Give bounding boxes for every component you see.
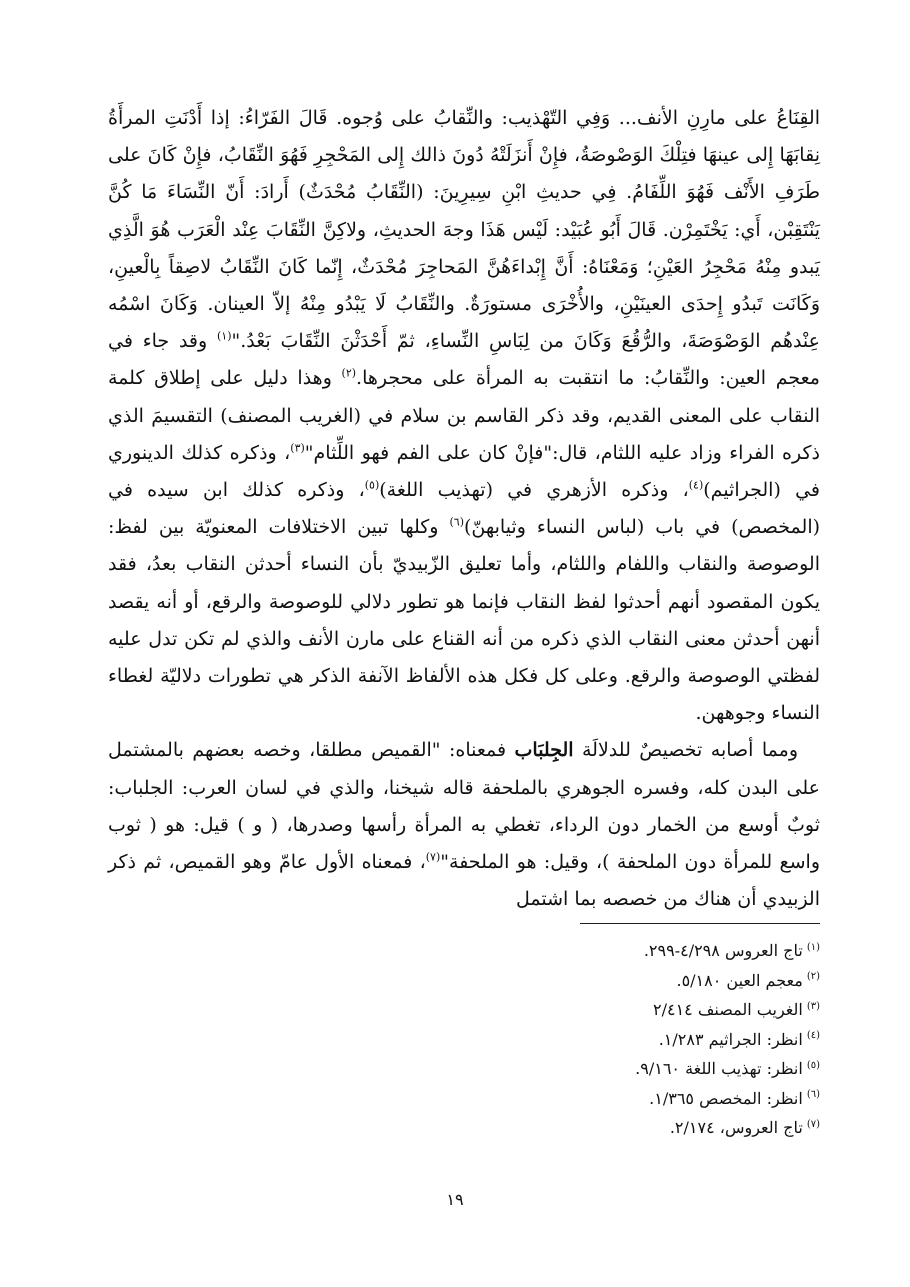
footnote-number: (٤) xyxy=(806,1030,820,1042)
footnote-text: تاج العروس ٤/٢٩٨-٢٩٩. xyxy=(643,941,803,960)
footnote-text: انظر: تهذيب اللغة ٩/١٦٠. xyxy=(635,1059,803,1078)
text-run: القِنَاعُ على مارِنِ الأنف... وَفِي التّهْذيب: والنِّقابُ على وُجوه. قَالَ الفَرّاءُ: إذا أَدْنَتِ المرأَةُ نِقابَهَا إِلى عينهَا فتِلْكَ الوَصْوصَةُ، فإِنْ أَنزَلَتْهُ دُونَ ذالك إِلى المَحْجِرِ فَهُوَ النِّقَابُ، فإِنْ كَانَ على طَرَفِ الأَنْف فَهُوَ اللِّفَامُ. فِي حديثِ ابْنِ سِيرِينَ: (النِّقَابُ مُحْدَثٌ) أَرادَ: أَنّ النِّسَاءَ مَا كُنَّ يَنْتَقِبْن، أَي: يَخْتَمِرْن. قَالَ أَبُو عُبَيْد: لَيْس هَذَا وجهَ الحديثِ، ولاكِنَّ النِّقَابَ عِنْد الْعَرَب هُوَ الَّذِي يَبدو مِنْهُ مَحْجِرُ العَيْنِ؛ وَمَعْنَاهُ: أَنَّ إِبْداءَهُنَّ المَحاجِرَ مُحْدَثٌ، إِنّما كَانَ النِّقَابُ لاصِقاً بِالْعينِ، وَكَانَت تَبدُو إِحدَى العينَيْنِ، والأُخْرَى مستورَةٌ. والنِّقَابُ لَا يَبْدُو مِنْهُ إلاّ العينان. وَكَانَ اسْمُه عِنْدهُم الوَصْوَصَةَ، والرُّقُعَ وَكَانَ من لِبَاسِ النِّساءِ، ثمّ أَحْدَثْنَ النِّقَابَ بَعْدُ." xyxy=(108,107,820,353)
footnote xyxy=(108,1084,820,1114)
footnotes-list xyxy=(108,936,820,1143)
paragraph xyxy=(108,100,820,732)
paragraph xyxy=(108,732,820,918)
footnote-ref: (٦) xyxy=(449,515,464,529)
footnote-text: معجم العين ٥/١٨٠. xyxy=(676,970,803,990)
footnote-ref: (٥) xyxy=(364,478,380,492)
footnote-text: تاج العروس، ٢/١٧٤. xyxy=(669,1118,803,1137)
footnote-text: انظر: الجراثيم ١/٢٨٣. xyxy=(658,1029,803,1049)
text-run: ، وذكره كذلك الدينوري في (الجراثيم) xyxy=(108,441,820,502)
footnote xyxy=(108,995,820,1025)
text-run: فمعناه: "القميص مطلقا، وخصه بعضهم بالمشتمل على البدن كله، وفسره الجوهري بالملحفة قاله شيخنا، والذي في لسان العرب: الجلباب: ثوبٌ أوسع من الخمار دون الرداء، تغطي به المرأة رأسها وصدرها، ( و ) قيل: هو ( ثوب واسع للمرأة دون الملحفة )، وقيل: هو الملحفة" xyxy=(108,739,821,874)
page-number: ١٩ xyxy=(446,1190,464,1209)
footnote-text: الغريب المصنف ٢/٤١٤ xyxy=(653,1000,803,1019)
footnote xyxy=(108,966,820,996)
footnote-separator xyxy=(580,923,820,924)
text-run: ، فمعناه الأول عامّ وهو القميص، ثم ذكر الزبيدي أن هناك من خصصه بما اشتمل xyxy=(108,851,820,911)
footnote xyxy=(108,1025,820,1055)
footnote xyxy=(108,1054,820,1084)
footnote-ref: (٢) xyxy=(341,367,357,381)
footnote-number: (٥) xyxy=(806,1059,820,1071)
footnote-ref: (٧) xyxy=(425,850,441,864)
footnote-number: (٧) xyxy=(806,1118,820,1130)
text-run: وقد جاء في معجم العين: والنِّقابُ: ما انتقبت به المرأة على محجرها. xyxy=(108,330,820,390)
footnote-text: انظر: المخصص ١/٣٦٥. xyxy=(649,1088,803,1108)
main-text xyxy=(108,100,820,918)
footnote-number: (٣) xyxy=(806,1000,820,1012)
footnote-number: (١) xyxy=(806,941,820,953)
text-run: ومما أصابه تخصيصٌ للدلالَة xyxy=(573,739,798,762)
footnote xyxy=(108,936,820,966)
text-run: وكلها تبين الاختلافات المعنويّة بين لفظ: الوصوصة والنقاب واللفام واللثام، وأما تعليق الزّبيديّ بأن النساء أحدثن النقاب بعدُ، فقد يكون المقصود أنهم أحدثوا لفظ النقاب فإنما هو تطور دلالي للوصوصة والرقع، أو أنه يقصد أنهن أحدثن معنى النقاب الذي ذكره من أنه القناع على مارن الأنف والذي لم تكن تدل عليه لفظتي الوصوصة والرقع. وعلى كل فكل هذه الألفاظ الآنفة الذكر هي تطورات دلاليّة لغطاء النساء وجوههن. xyxy=(108,516,820,725)
footnote-ref: (٤) xyxy=(688,478,704,492)
footnote-number: (٦) xyxy=(806,1089,820,1101)
text-run: ، وذكره كذلك ابن سيده في (المخصص) في باب (لباس النساء وثيابهنّ) xyxy=(108,479,821,539)
bold-term: الجِلبَاب xyxy=(514,739,574,762)
text-run: وهذا دليل على إطلاق كلمة النقاب على المعنى القديم، وقد ذكر القاسم بن سلام في (الغريب المصنف) التقسيمَ الذي ذكره الفراء وزاد عليه اللثام، قال:"فإنْ كان على الفم فهو اللِّثام" xyxy=(108,367,820,464)
footnote-ref: (٣) xyxy=(290,441,305,455)
footnote-ref: (١) xyxy=(216,329,232,343)
text-run: ، وذكره الأزهري في (تهذيب اللغة) xyxy=(379,479,689,502)
footnote xyxy=(108,1113,820,1143)
footnote-number: (٢) xyxy=(806,971,820,983)
